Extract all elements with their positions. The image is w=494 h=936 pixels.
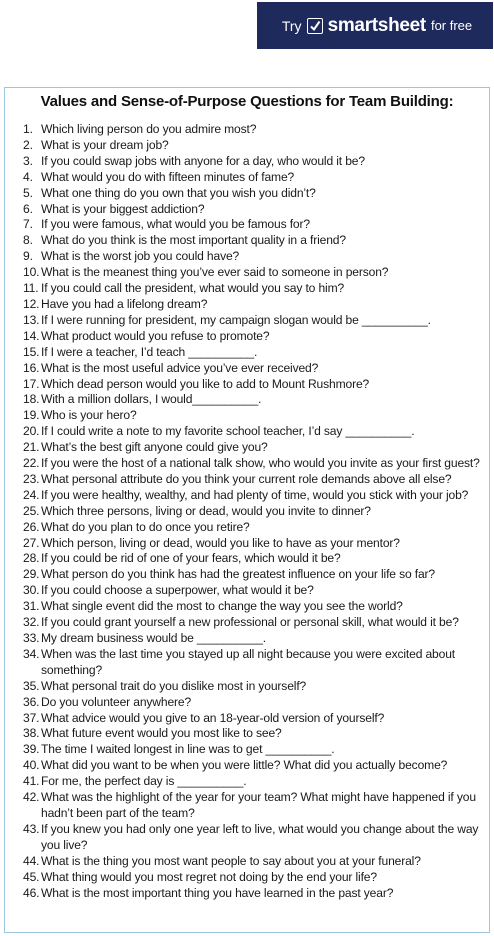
question-text: If you could be rid of one of your fears, which would it be? [41, 551, 341, 566]
question-item [5, 726, 489, 742]
question-text: Do you volunteer anywhere? [41, 694, 192, 709]
question-item [5, 345, 489, 361]
question-text: If you could grant yourself a new professional or personal skill, what would it be? [41, 615, 459, 630]
question-number: 14. [23, 328, 40, 343]
question-number: 7. [23, 217, 33, 232]
question-number: 8. [23, 233, 33, 248]
question-item [5, 504, 489, 520]
question-item [5, 854, 489, 870]
question-text: What is the worst job you could have? [41, 249, 240, 264]
question-item [5, 456, 489, 472]
question-text: What did you want to be when you were little? What did you actually become? [41, 758, 448, 773]
page-title: Values and Sense-of-Purpose Questions for Team Building: [40, 93, 454, 110]
smartsheet-banner[interactable] [257, 2, 493, 49]
question-number: 27. [23, 535, 40, 550]
question-text: If you knew you had only one year left to live, what would you change about the way you live? [41, 821, 479, 852]
question-number: 36. [23, 694, 40, 709]
question-number: 26. [23, 519, 40, 534]
question-number: 4. [23, 169, 33, 184]
question-item [5, 233, 489, 249]
question-number: 9. [23, 249, 33, 264]
question-item [5, 647, 489, 679]
question-item [5, 265, 489, 281]
question-number: 24. [23, 487, 40, 502]
question-number: 42. [23, 790, 40, 805]
question-list [5, 122, 489, 901]
question-item [5, 822, 489, 854]
question-item [5, 583, 489, 599]
question-text: What single event did the most to change the way you see the world? [41, 599, 403, 614]
question-item [5, 154, 489, 170]
question-item [5, 170, 489, 186]
question-text: What future event would you most like to see? [41, 726, 282, 741]
question-text: When was the last time you stayed up all night because you were excited about something? [41, 646, 455, 677]
question-text: Have you had a lifelong dream? [41, 296, 208, 311]
question-item [5, 695, 489, 711]
check-icon [307, 18, 323, 34]
question-item [5, 217, 489, 233]
question-number: 22. [23, 456, 40, 471]
question-item [5, 377, 489, 393]
question-item [5, 567, 489, 583]
question-text: If you were healthy, wealthy, and had plenty of time, would you stick with your job? [41, 487, 469, 502]
question-number: 41. [23, 774, 40, 789]
question-text: What is the most useful advice you’ve ever received? [41, 360, 319, 375]
question-item [5, 488, 489, 504]
question-item [5, 520, 489, 536]
question-item [5, 679, 489, 695]
question-text: If you were the host of a national talk show, who would you invite as your first guest? [41, 456, 480, 471]
question-number: 21. [23, 440, 40, 455]
question-text: Who is your hero? [41, 408, 137, 423]
question-text: Which dead person would you like to add to Mount Rushmore? [41, 376, 370, 391]
question-number: 6. [23, 201, 33, 216]
question-text: What would you do with fifteen minutes of fame? [41, 169, 295, 184]
question-number: 44. [23, 853, 40, 868]
question-item [5, 313, 489, 329]
question-text: What is the thing you most want people to say about you at your funeral? [41, 853, 421, 868]
question-text: If you could call the president, what would you say to him? [41, 281, 345, 296]
question-text: What advice would you give to an 18-year-old version of yourself? [41, 710, 385, 725]
question-item [5, 599, 489, 615]
question-item [5, 392, 489, 408]
question-number: 2. [23, 137, 33, 152]
question-number: 19. [23, 408, 40, 423]
question-number: 28. [23, 551, 40, 566]
question-text: With a million dollars, I would__________. [41, 392, 262, 407]
question-text: If you were famous, what would you be famous for? [41, 217, 310, 232]
question-number: 11. [23, 281, 39, 296]
question-number: 15. [23, 344, 40, 359]
question-number: 45. [23, 869, 40, 884]
question-number: 40. [23, 758, 40, 773]
question-text: What is your biggest addiction? [41, 201, 205, 216]
question-number: 13. [23, 312, 40, 327]
question-item [5, 361, 489, 377]
question-number: 25. [23, 503, 40, 518]
question-number: 31. [23, 599, 40, 614]
question-item [5, 186, 489, 202]
question-number: 23. [23, 471, 40, 486]
question-text: What was the highlight of the year for your team? What might have happened if you hadn’t been part of the team? [41, 790, 476, 820]
question-item [5, 742, 489, 758]
question-number: 46. [23, 885, 40, 900]
question-number: 32. [23, 615, 40, 630]
question-text: Which living person do you admire most? [41, 122, 257, 136]
question-text: What is your dream job? [41, 137, 169, 152]
question-item [5, 249, 489, 265]
question-number: 30. [23, 583, 40, 598]
questions-panel [4, 87, 490, 933]
question-item [5, 551, 489, 567]
question-item [5, 774, 489, 790]
question-text: My dream business would be __________. [41, 631, 266, 645]
question-text: What personal trait do you dislike most in yourself? [41, 678, 307, 693]
question-text: What do you plan to do once you retire? [41, 519, 250, 534]
question-number: 16. [23, 360, 40, 375]
question-text: Which three persons, living or dead, would you invite to dinner? [41, 503, 371, 518]
question-number: 29. [23, 567, 40, 582]
question-number: 33. [23, 631, 40, 645]
banner-try-text: Try [281, 17, 302, 34]
question-item [5, 281, 489, 297]
question-item [5, 631, 489, 647]
question-number: 20. [23, 424, 40, 439]
question-number: 3. [23, 153, 33, 168]
question-text: For me, the perfect day is __________. [41, 774, 247, 789]
question-item [5, 408, 489, 424]
question-text: What do you think is the most important quality in a friend? [41, 233, 346, 248]
question-number: 38. [23, 726, 40, 741]
question-text: If I were running for president, my campaign slogan would be __________. [41, 312, 431, 327]
question-item [5, 711, 489, 727]
question-text: What thing would you most regret not doing by the end your life? [41, 869, 377, 884]
question-item [5, 202, 489, 218]
question-item [5, 886, 489, 902]
question-text: If I were a teacher, I’d teach __________. [41, 344, 258, 359]
banner-brand: smartsheet [327, 14, 426, 36]
question-number: 10. [23, 265, 40, 280]
question-item [5, 536, 489, 552]
question-item [5, 138, 489, 154]
question-text: If you could swap jobs with anyone for a day, who would it be? [41, 153, 365, 168]
question-item [5, 472, 489, 488]
question-item [5, 615, 489, 631]
question-item [5, 424, 489, 440]
question-text: If you could choose a superpower, what would it be? [41, 583, 314, 598]
question-number: 35. [23, 678, 40, 693]
question-item [5, 440, 489, 456]
question-item [5, 329, 489, 345]
question-item [5, 870, 489, 886]
question-text: The time I waited longest in line was to get __________. [41, 742, 335, 757]
question-text: What one thing do you own that you wish you didn’t? [41, 185, 316, 200]
question-item [5, 790, 489, 822]
question-item [5, 758, 489, 774]
question-number: 17. [23, 376, 40, 391]
question-number: 12. [23, 296, 40, 311]
question-number: 18. [23, 392, 40, 407]
question-text: If I could write a note to my favorite school teacher, I’d say __________. [41, 424, 415, 439]
question-item [5, 122, 489, 138]
question-item [5, 297, 489, 313]
question-number: 37. [23, 710, 40, 725]
question-number: 1. [23, 122, 33, 136]
question-number: 39. [23, 742, 40, 757]
question-number: 5. [23, 185, 33, 200]
question-text: What personal attribute do you think your current role demands above all else? [41, 471, 452, 486]
banner-free-text: for free [430, 18, 473, 33]
question-text: What is the meanest thing you’ve ever said to someone in person? [41, 265, 389, 280]
question-number: 43. [23, 821, 40, 836]
question-text: What’s the best gift anyone could give you? [41, 440, 268, 455]
question-number: 34. [23, 646, 40, 661]
question-text: What product would you refuse to promote? [41, 328, 270, 343]
question-text: What person do you think has had the greatest influence on your life so far? [41, 567, 435, 582]
question-text: Which person, living or dead, would you like to have as your mentor? [41, 535, 400, 550]
question-text: What is the most important thing you have learned in the past year? [41, 885, 394, 900]
